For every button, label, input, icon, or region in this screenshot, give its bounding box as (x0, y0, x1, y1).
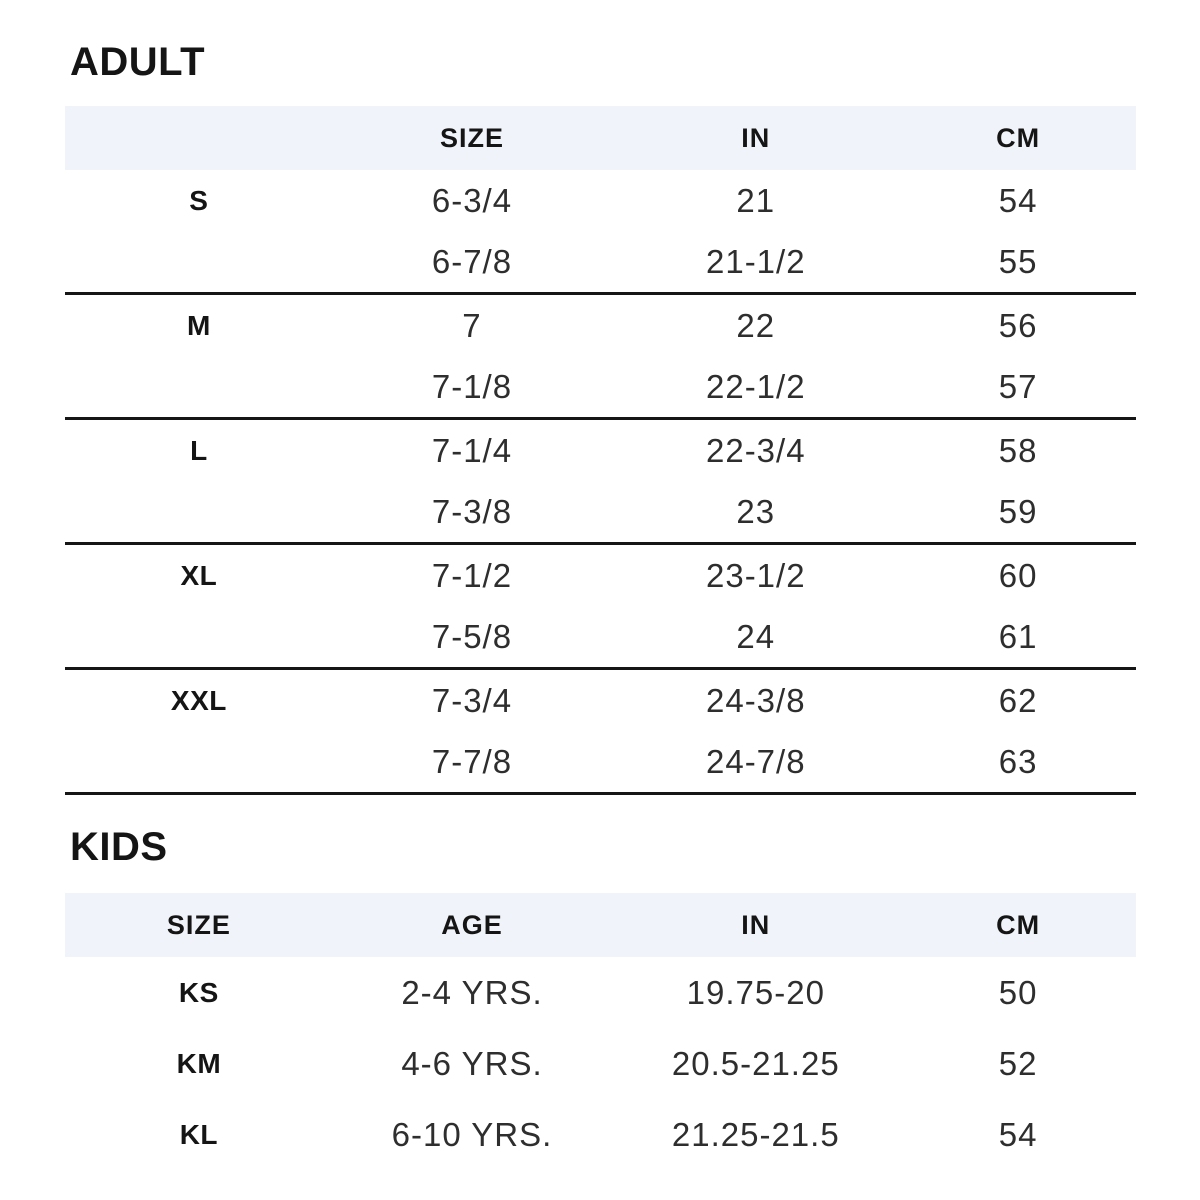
adult-table-body (65, 170, 1136, 795)
adult-table-row (65, 606, 1136, 667)
cm-cell: 50 (998, 973, 1038, 1011)
in-cell: 21-1/2 (705, 242, 806, 280)
in-cell: 22-3/4 (705, 431, 806, 469)
adult-table-row (65, 731, 1136, 792)
cm-cell: 52 (998, 1044, 1038, 1082)
size-cell: 7-5/8 (431, 617, 513, 655)
size-cell: 7 (462, 306, 482, 344)
kids-section-title: KIDS (70, 825, 168, 869)
kids-table-row (65, 1099, 1136, 1170)
adult-column-header-size: SIZE (439, 122, 504, 153)
adult-table-header-row (65, 106, 1136, 170)
kids-section (65, 825, 1136, 1170)
adult-section (65, 40, 1136, 795)
adult-size-group-xl (65, 545, 1136, 670)
kids-table-row (65, 957, 1136, 1028)
in-cell: 23-1/2 (705, 556, 806, 594)
in-cell: 20.5-21.25 (671, 1044, 840, 1082)
cm-cell: 58 (998, 431, 1038, 469)
cm-cell: 57 (998, 367, 1038, 405)
size-group-label: XL (180, 559, 218, 591)
size-cell: 7-1/4 (431, 431, 513, 469)
adult-table-row (65, 295, 1136, 356)
in-cell: 21.25-21.5 (671, 1115, 840, 1153)
adult-table-row (65, 481, 1136, 542)
cm-cell: 59 (998, 492, 1038, 530)
adult-size-group-s (65, 170, 1136, 295)
in-cell: 24-3/8 (705, 681, 806, 719)
size-group-label: L (190, 434, 208, 466)
cm-cell: 55 (998, 242, 1038, 280)
kids-column-header-age: AGE (441, 909, 503, 940)
in-cell: 22-1/2 (705, 367, 806, 405)
kids-column-header-size: SIZE (166, 909, 231, 940)
size-group-label: KM (176, 1047, 222, 1079)
adult-table-row (65, 420, 1136, 481)
size-cell: 7-1/8 (431, 367, 513, 405)
in-cell: 24 (736, 617, 776, 655)
adult-table-row (65, 356, 1136, 417)
in-cell: 23 (736, 492, 776, 530)
cm-cell: 54 (998, 181, 1038, 219)
adult-column-header-in: IN (741, 122, 771, 153)
adult-size-group-xxl (65, 670, 1136, 795)
age-cell: 4-6 YRS. (401, 1044, 543, 1082)
adult-size-group-l (65, 420, 1136, 545)
cm-cell: 62 (998, 681, 1038, 719)
in-cell: 19.75-20 (686, 973, 825, 1011)
size-group-label: M (186, 309, 211, 341)
adult-table-row (65, 170, 1136, 231)
size-cell: 7-3/4 (431, 681, 513, 719)
size-group-label: XXL (170, 684, 227, 716)
cm-cell: 54 (998, 1115, 1038, 1153)
size-group-label: KL (179, 1118, 219, 1150)
age-cell: 6-10 YRS. (391, 1115, 553, 1153)
adult-table-row (65, 670, 1136, 731)
cm-cell: 61 (998, 617, 1038, 655)
cm-cell: 60 (998, 556, 1038, 594)
in-cell: 21 (736, 181, 776, 219)
size-cell: 7-3/8 (431, 492, 513, 530)
kids-table-row (65, 1028, 1136, 1099)
cm-cell: 56 (998, 306, 1038, 344)
adult-column-header-cm: CM (996, 122, 1041, 153)
age-cell: 2-4 YRS. (401, 973, 543, 1011)
kids-column-header-cm: CM (996, 909, 1041, 940)
adult-section-title: ADULT (70, 40, 206, 84)
size-cell: 7-1/2 (431, 556, 513, 594)
in-cell: 24-7/8 (705, 742, 806, 780)
kids-table-body (65, 957, 1136, 1170)
size-cell: 7-7/8 (431, 742, 513, 780)
size-cell: 6-3/4 (431, 181, 513, 219)
in-cell: 22 (736, 306, 776, 344)
kids-table-header-row (65, 893, 1136, 957)
size-cell: 6-7/8 (431, 242, 513, 280)
adult-table-row (65, 545, 1136, 606)
kids-column-header-in: IN (741, 909, 771, 940)
adult-size-group-m (65, 295, 1136, 420)
cm-cell: 63 (998, 742, 1038, 780)
size-group-label: S (189, 184, 209, 216)
size-group-label: KS (178, 976, 219, 1008)
adult-table-row (65, 231, 1136, 292)
